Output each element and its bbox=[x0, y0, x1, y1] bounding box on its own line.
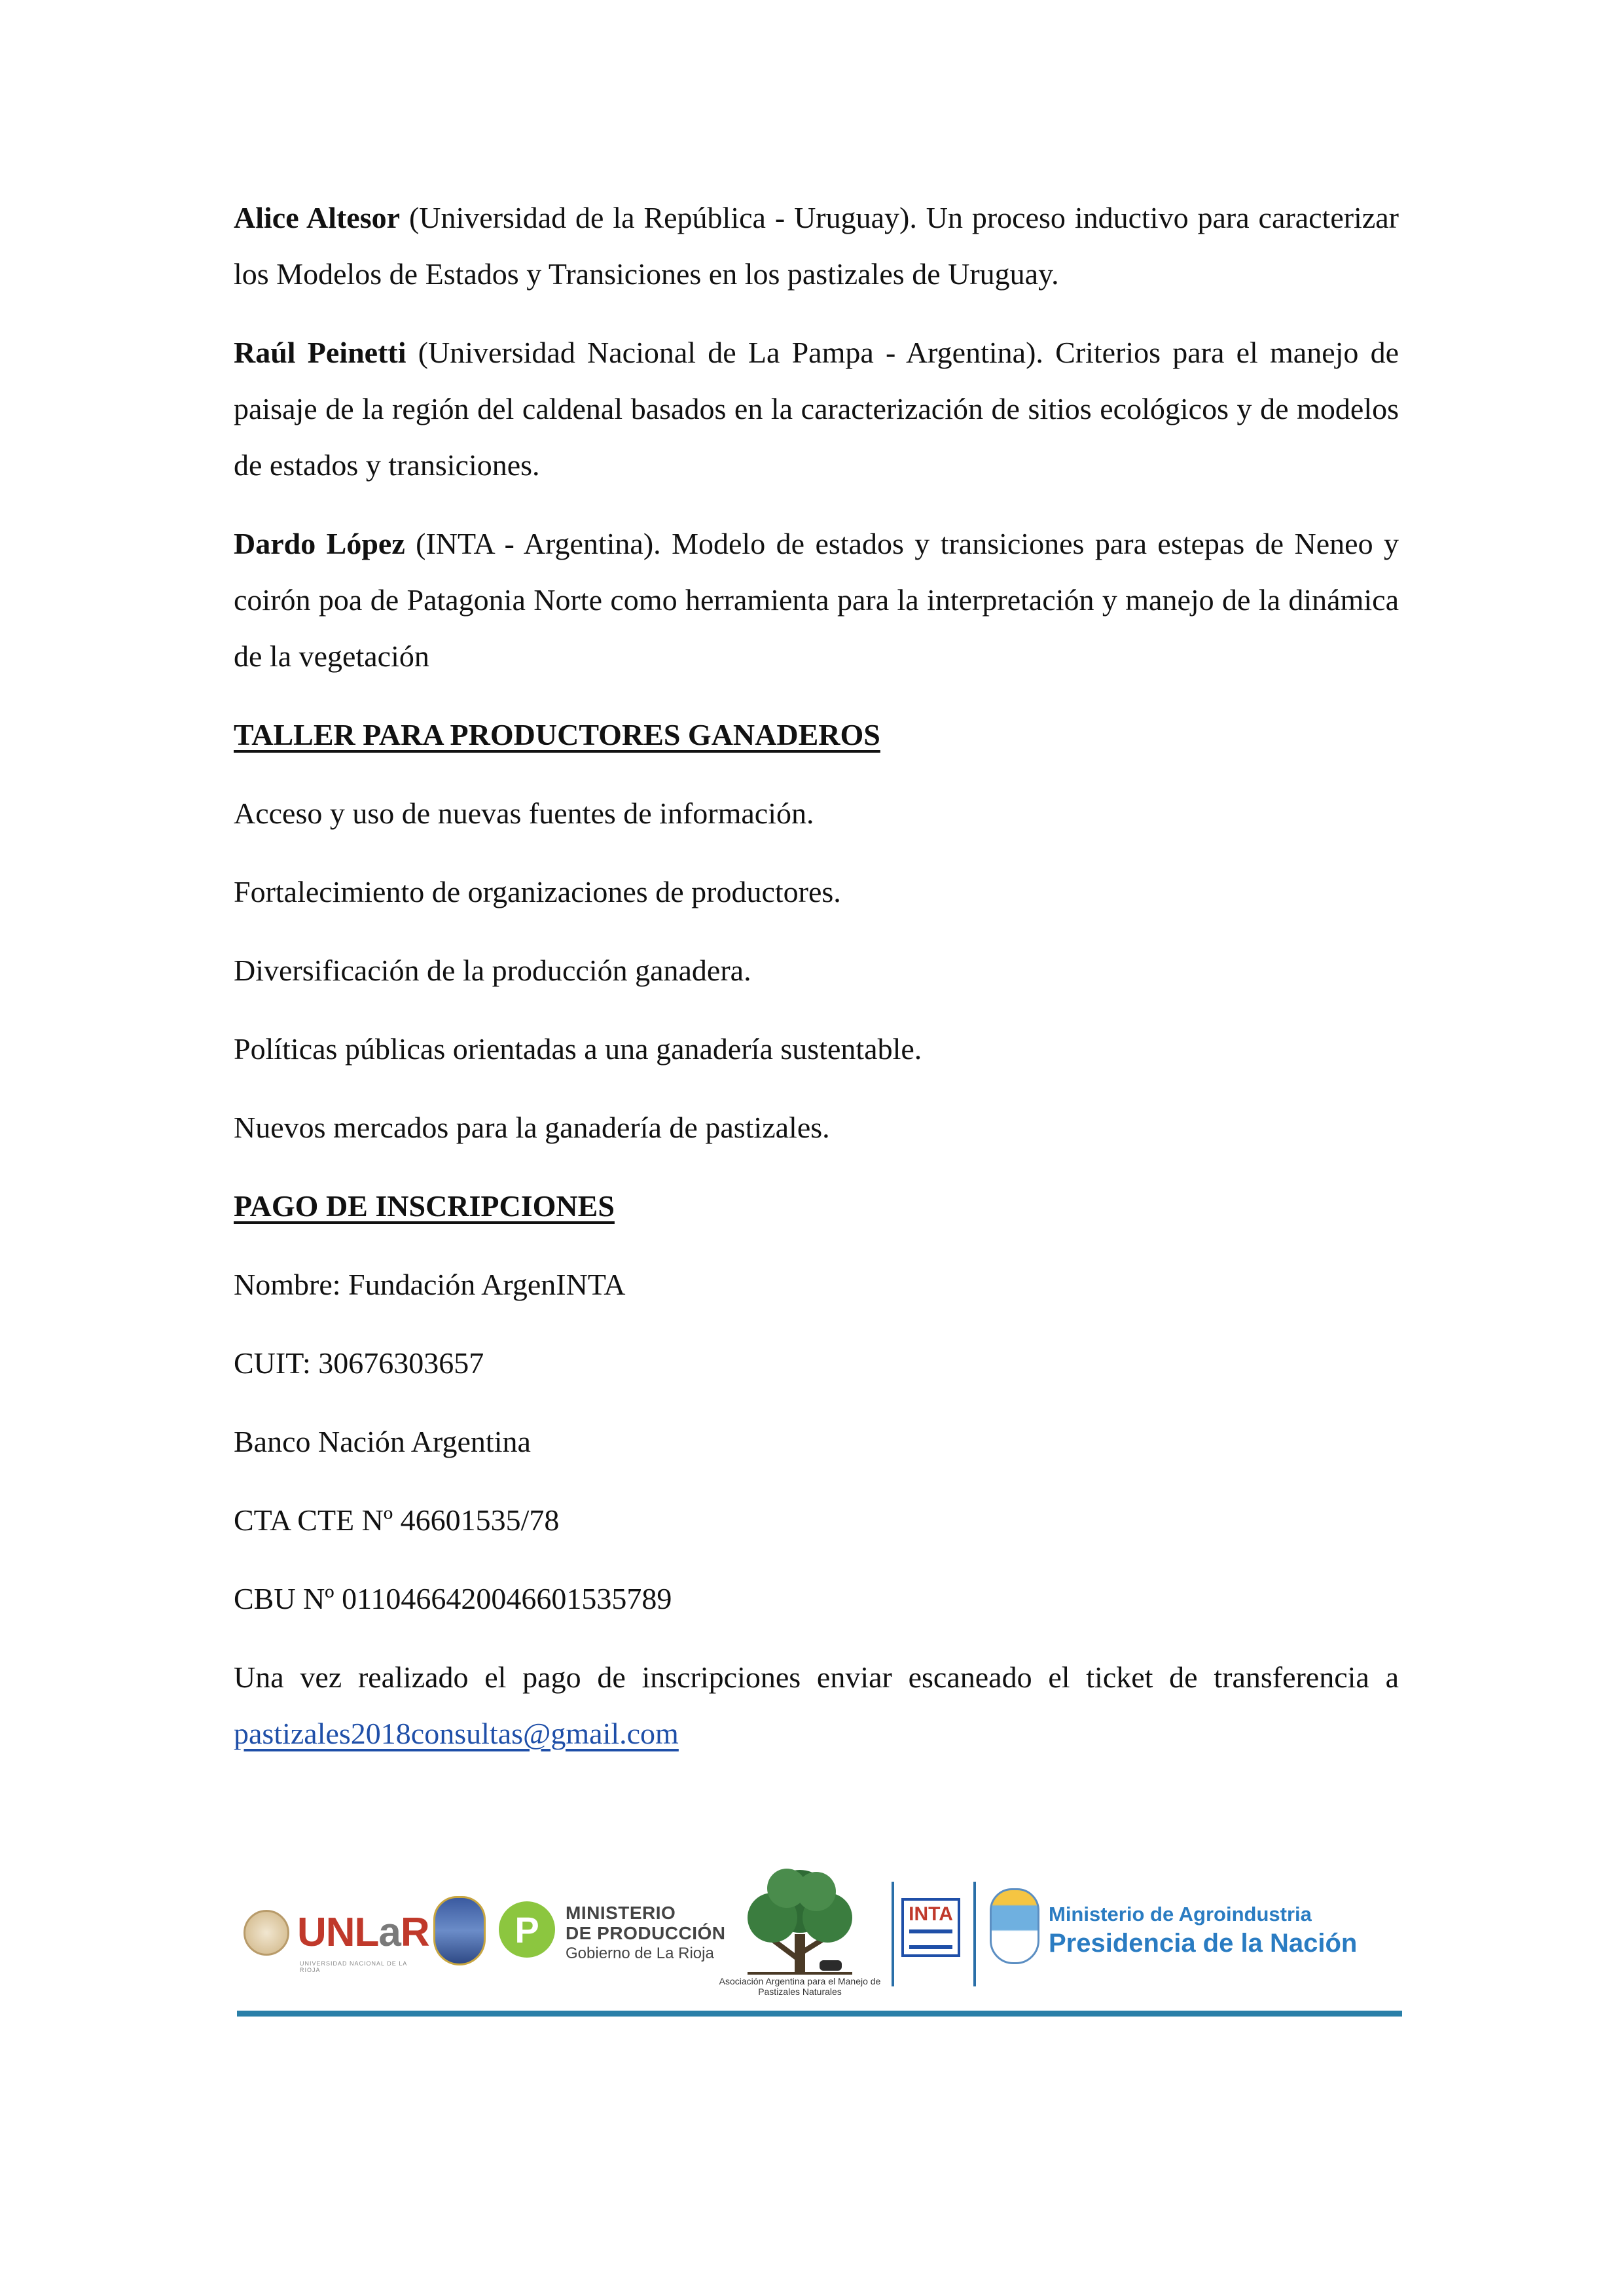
inta-logo: INTA bbox=[901, 1898, 960, 1957]
taller-heading: TALLER PARA PRODUCTORES GANADEROS bbox=[234, 718, 880, 751]
inta-waves-icon bbox=[909, 1929, 952, 1949]
ministerio-produccion-logo: MINISTERIO DE PRODUCCIÓN Gobierno de La Rioja bbox=[566, 1903, 726, 1962]
la-rioja-shield-icon bbox=[433, 1896, 486, 1965]
unlar-wordmark: UNLaR bbox=[297, 1910, 429, 1955]
unlar-seal-icon bbox=[244, 1910, 289, 1956]
speaker-description: (Universidad de la República - Uruguay). Un proceso inductivo para caracterizar los Modelos de Estados y Transiciones en los pastizales de Uruguay. bbox=[234, 201, 1399, 291]
speaker-paragraph-lopez bbox=[234, 516, 1399, 685]
email-link[interactable]: pastizales2018consultas@gmail.com bbox=[234, 1717, 679, 1750]
footer-rule bbox=[237, 2011, 1402, 2017]
logo-divider bbox=[892, 1882, 894, 1986]
pago-cbu: CBU Nº 0110466420046601535789 bbox=[234, 1582, 672, 1615]
speaker-name: Raúl Peinetti bbox=[234, 336, 406, 369]
logo-divider bbox=[973, 1882, 976, 1986]
ministerio-agroindustria-logo: Ministerio de Agroindustria Presidencia de la Nación bbox=[1049, 1903, 1358, 1958]
pago-heading: PAGO DE INSCRIPCIONES bbox=[234, 1189, 615, 1223]
taller-item: Acceso y uso de nuevas fuentes de información. bbox=[234, 797, 814, 830]
speaker-paragraph-peinetti bbox=[234, 325, 1399, 493]
sponsor-logos bbox=[237, 1862, 1402, 2019]
produccion-p-icon: P bbox=[499, 1901, 555, 1958]
pago-note-text: Una vez realizado el pago de inscripciones enviar escaneado el ticket de transferencia a bbox=[234, 1660, 1399, 1694]
document-body bbox=[234, 190, 1399, 1784]
unlar-logo bbox=[244, 1909, 429, 1973]
unlar-subtitle: UNIVERSIDAD NACIONAL DE LA RIOJA bbox=[300, 1960, 407, 1973]
pago-note bbox=[234, 1649, 1399, 1762]
taller-item: Diversificación de la producción ganadera. bbox=[234, 954, 751, 987]
aapn-caption: Asociación Argentina para el Manejo de Pastizales Naturales bbox=[719, 1976, 881, 1997]
pago-cta: CTA CTE Nº 46601535/78 bbox=[234, 1503, 560, 1537]
pago-cuit: CUIT: 30676303657 bbox=[234, 1346, 484, 1380]
speaker-description: (Universidad Nacional de La Pampa - Argentina). Criterios para el manejo de paisaje de la región del caldenal basados en la caracterización de sitios ecológicos y de modelos de estados y transiciones. bbox=[234, 336, 1399, 482]
taller-item: Fortalecimiento de organizaciones de productores. bbox=[234, 875, 841, 908]
speaker-description: (INTA - Argentina). Modelo de estados y transiciones para estepas de Neneo y coirón poa de Patagonia Norte como herramienta para la interpretación y manejo de la dinámica de la vegetación bbox=[234, 527, 1399, 673]
tree-icon bbox=[721, 1862, 878, 1993]
pago-banco: Banco Nación Argentina bbox=[234, 1425, 531, 1458]
speaker-name: Alice Altesor bbox=[234, 201, 401, 234]
taller-item: Nuevos mercados para la ganadería de pastizales. bbox=[234, 1111, 830, 1144]
speaker-name: Dardo López bbox=[234, 527, 405, 560]
argentina-coat-of-arms-icon bbox=[990, 1888, 1039, 1964]
taller-item: Políticas públicas orientadas a una ganadería sustentable. bbox=[234, 1032, 922, 1066]
pago-nombre: Nombre: Fundación ArgenINTA bbox=[234, 1268, 626, 1301]
speaker-paragraph-altesor bbox=[234, 190, 1399, 302]
